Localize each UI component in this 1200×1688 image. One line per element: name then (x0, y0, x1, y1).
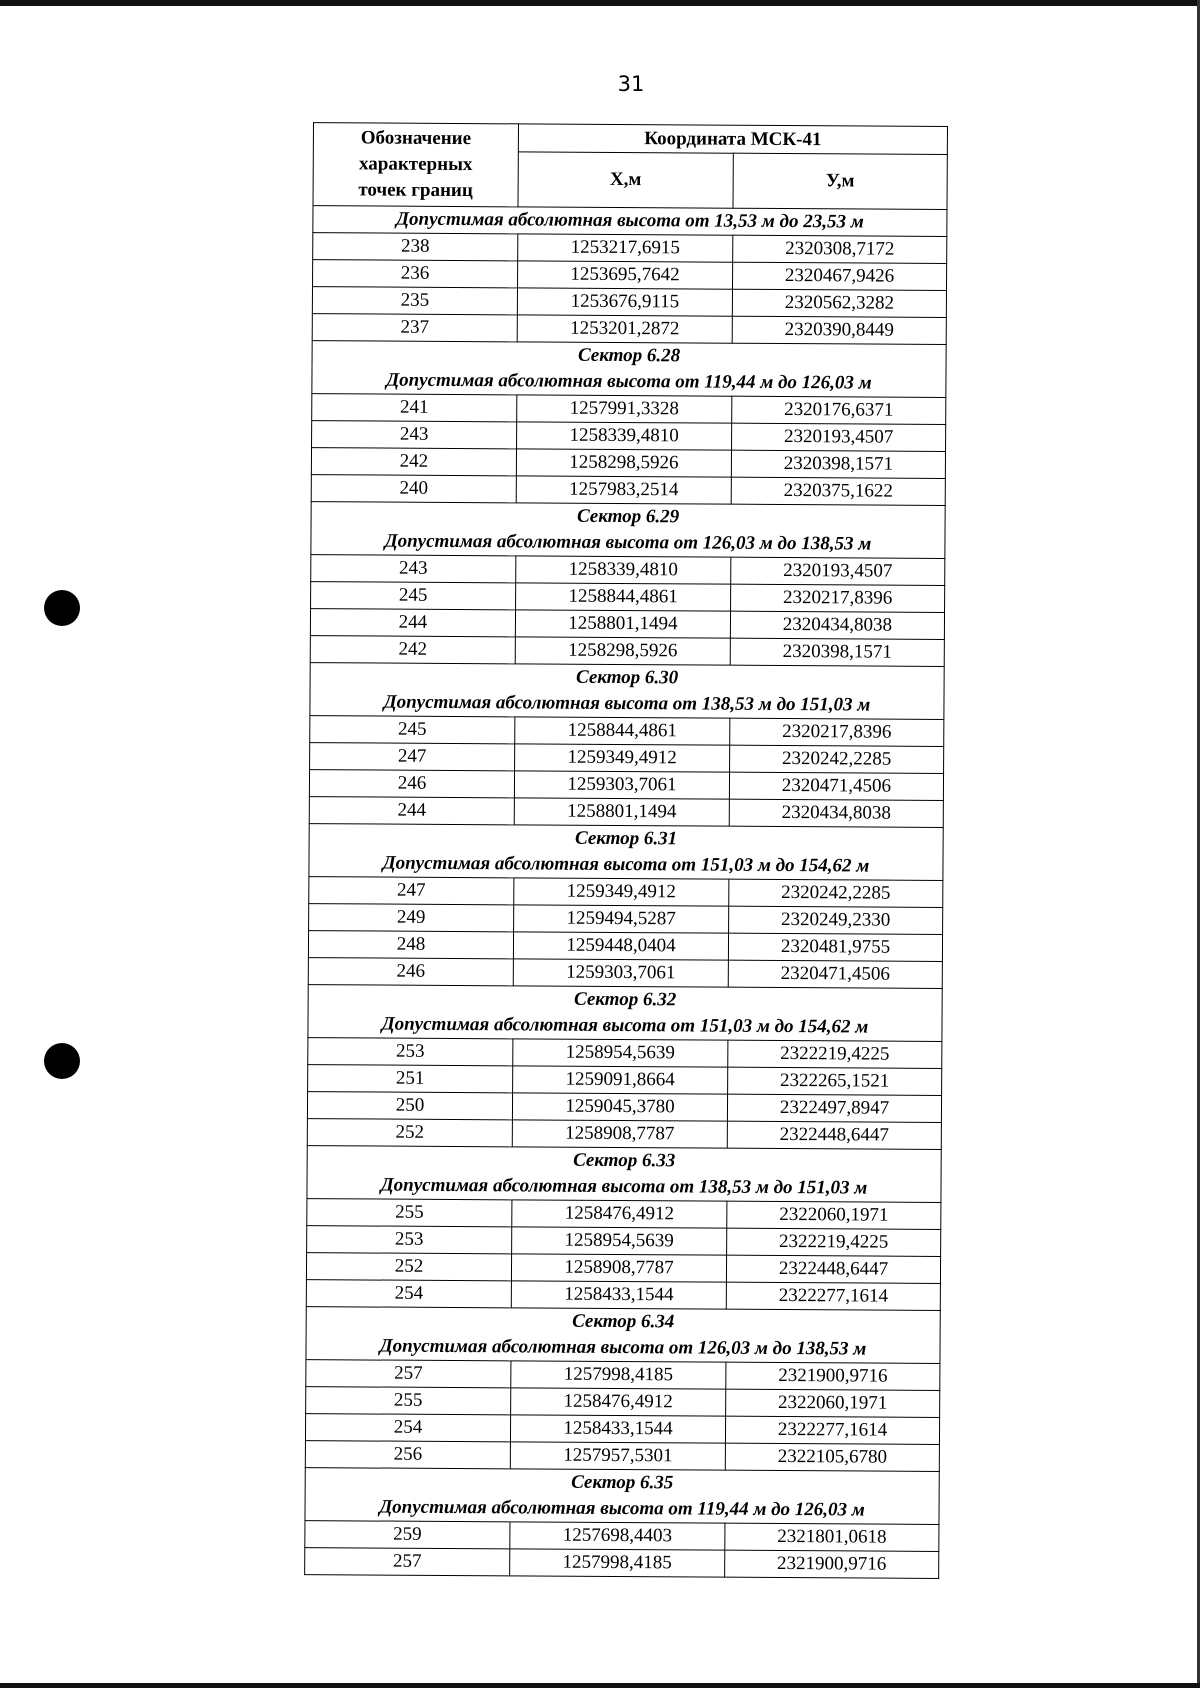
table-row (310, 609, 944, 640)
altitude-limit: Допустимая абсолютная высота от 151,03 м до 154,62 м (309, 850, 943, 880)
table-row (313, 233, 947, 264)
header-line: характерных (358, 153, 473, 176)
x-coordinate-cell: 1258298,5926 (515, 637, 730, 665)
x-coordinate-cell: 1258433,1544 (510, 1415, 725, 1443)
point-id-cell: 253 (307, 1226, 512, 1254)
point-id-cell: 247 (309, 877, 514, 905)
header-line: точек границ (358, 179, 473, 202)
sector-title-row (310, 663, 944, 693)
y-coordinate-cell: 2322105,6780 (725, 1443, 939, 1471)
point-id-cell: 251 (308, 1065, 513, 1093)
sector-title-row (312, 341, 946, 371)
point-id-cell: 243 (311, 555, 516, 583)
altitude-row (308, 1011, 942, 1041)
scan-border-top (0, 0, 1200, 6)
point-id-cell: 246 (309, 770, 514, 798)
table-body (305, 206, 947, 1579)
altitude-limit: Допустимая абсолютная высота от 151,03 м до 154,62 м (308, 1011, 942, 1041)
point-id-cell: 250 (307, 1092, 512, 1120)
point-id-cell: 252 (307, 1119, 512, 1147)
table-row (308, 1038, 942, 1069)
x-coordinate-cell: 1258801,1494 (514, 798, 729, 826)
table-row (313, 260, 947, 291)
x-coordinate-cell: 1253676,9115 (517, 288, 732, 316)
altitude-row (305, 1494, 939, 1524)
table-row (311, 448, 945, 479)
point-id-cell: 252 (306, 1253, 511, 1281)
x-coordinate-cell: 1258954,5639 (513, 1039, 728, 1067)
table-row (312, 394, 946, 425)
y-coordinate-cell: 2322060,1971 (727, 1201, 941, 1229)
altitude-limit: Допустимая абсолютная высота от 119,44 м до 126,03 м (312, 367, 946, 397)
altitude-limit: Допустимая абсолютная высота от 138,53 м до 151,03 м (307, 1172, 941, 1202)
coordinates-table (304, 122, 948, 1579)
altitude-row (309, 850, 943, 880)
y-coordinate-cell: 2320193,4507 (731, 557, 945, 585)
sector-title-row (309, 824, 943, 854)
y-coordinate-cell: 2320217,8396 (731, 584, 945, 612)
table-row (312, 421, 946, 452)
table-row (309, 877, 943, 908)
x-coordinate-cell: 1259349,4912 (515, 744, 730, 772)
point-id-cell: 244 (309, 797, 514, 825)
point-id-cell: 236 (313, 260, 518, 288)
point-id-cell: 242 (311, 448, 516, 476)
x-coordinate-cell: 1258908,7787 (512, 1120, 727, 1148)
table-row (306, 1280, 940, 1311)
y-coordinate-cell: 2321900,9716 (726, 1362, 940, 1390)
table-row (307, 1199, 941, 1230)
sector-title-row (307, 1146, 941, 1176)
punch-hole-mark (44, 1043, 80, 1079)
table-row (310, 716, 944, 747)
x-coordinate-cell: 1258339,4810 (516, 556, 731, 584)
table-row (309, 797, 943, 828)
x-coordinate-cell: 1257991,3328 (517, 395, 732, 423)
coordinate-system-header: Координата МСК-41 (518, 124, 947, 155)
point-id-cell: 244 (310, 609, 515, 637)
x-coordinate-cell: 1259494,5287 (514, 905, 729, 933)
altitude-row (310, 689, 944, 719)
x-coordinate-cell: 1253695,7642 (518, 261, 733, 289)
y-coordinate-cell: 2320398,1571 (731, 450, 945, 478)
sector-title: Сектор 6.32 (308, 985, 942, 1015)
point-id-cell: 235 (312, 287, 517, 315)
altitude-limit: Допустимая абсолютная высота от 13,53 м до 23,53 м (313, 206, 947, 237)
altitude-row (313, 206, 947, 237)
y-coordinate-cell: 2320562,3282 (732, 289, 946, 317)
sector-title: Сектор 6.29 (311, 502, 945, 532)
y-coordinate-cell: 2321900,9716 (725, 1550, 939, 1578)
scan-border-bottom (0, 1683, 1200, 1688)
x-coordinate-cell: 1257983,2514 (516, 476, 731, 504)
table-row (310, 636, 944, 667)
x-coordinate-cell: 1258476,4912 (512, 1200, 727, 1228)
y-coordinate-cell: 2320434,8038 (729, 799, 943, 827)
y-coordinate-cell: 2320481,9755 (728, 933, 942, 961)
point-id-cell: 241 (312, 394, 517, 422)
y-coordinate-cell: 2320249,2330 (729, 906, 943, 934)
y-coordinate-cell: 2320471,4506 (729, 772, 943, 800)
x-coordinate-cell: 1257998,4185 (511, 1361, 726, 1389)
sector-title-row (308, 985, 942, 1015)
x-coordinate-cell: 1258298,5926 (516, 449, 731, 477)
point-id-cell: 249 (309, 904, 514, 932)
x-coordinate-cell: 1258339,4810 (517, 422, 732, 450)
x-coordinate-cell: 1259091,8664 (513, 1066, 728, 1094)
table-row (305, 1414, 939, 1445)
y-coordinate-cell: 2320471,4506 (728, 960, 942, 988)
x-coordinate-cell: 1259448,0404 (513, 932, 728, 960)
table-row (308, 1065, 942, 1096)
table-row (311, 582, 945, 613)
table-header (313, 123, 948, 210)
x-coordinate-cell: 1258908,7787 (511, 1254, 726, 1282)
sector-title: Сектор 6.28 (312, 341, 946, 371)
y-coordinate-cell: 2321801,0618 (725, 1523, 939, 1551)
table-row (307, 1092, 941, 1123)
y-coordinate-cell: 2320308,7172 (733, 235, 947, 263)
altitude-limit: Допустимая абсолютная высота от 126,03 м до 138,53 м (311, 528, 945, 558)
table-row (306, 1253, 940, 1284)
page-number: 31 (617, 72, 645, 96)
table-row (308, 958, 942, 989)
y-coordinate-cell: 2322265,1521 (728, 1067, 942, 1095)
table-row (307, 1119, 941, 1150)
y-coordinate-cell: 2320398,1571 (730, 638, 944, 666)
y-coordinate-cell: 2320242,2285 (729, 879, 943, 907)
point-id-cell: 255 (307, 1199, 512, 1227)
y-coordinate-cell: 2322277,1614 (726, 1282, 940, 1310)
sector-title: Сектор 6.35 (305, 1468, 939, 1498)
y-coordinate-cell: 2320193,4507 (732, 423, 946, 451)
point-id-cell: 242 (310, 636, 515, 664)
x-coordinate-cell: 1253201,2872 (517, 315, 732, 343)
y-coordinate-cell: 2322277,1614 (725, 1416, 939, 1444)
table-row (309, 770, 943, 801)
y-coordinate-cell: 2320217,8396 (730, 718, 944, 746)
sector-title: Сектор 6.31 (309, 824, 943, 854)
point-id-cell: 259 (305, 1521, 510, 1549)
x-coordinate-cell: 1259303,7061 (513, 959, 728, 987)
table-row (309, 904, 943, 935)
x-coordinate-cell: 1259349,4912 (514, 878, 729, 906)
table-row (306, 1387, 940, 1418)
y-coordinate-cell: 2322497,8947 (727, 1094, 941, 1122)
table-row (310, 743, 944, 774)
point-id-cell: 253 (308, 1038, 513, 1066)
point-id-cell: 246 (308, 958, 513, 986)
sector-title: Сектор 6.34 (306, 1307, 940, 1337)
x-column-header: Х,м (518, 152, 733, 208)
punch-hole-mark (44, 590, 80, 626)
point-id-cell: 256 (305, 1441, 510, 1469)
point-id-cell: 255 (306, 1387, 511, 1415)
y-coordinate-cell: 2320176,6371 (732, 396, 946, 424)
table-row (305, 1521, 939, 1552)
sector-title-row (306, 1307, 940, 1337)
altitude-limit: Допустимая абсолютная высота от 119,44 м до 126,03 м (305, 1494, 939, 1524)
point-id-cell: 247 (310, 743, 515, 771)
table-row (308, 931, 942, 962)
table-row (307, 1226, 941, 1257)
x-coordinate-cell: 1259303,7061 (514, 771, 729, 799)
x-coordinate-cell: 1257998,4185 (510, 1549, 725, 1577)
point-id-cell: 243 (312, 421, 517, 449)
point-id-header (313, 123, 519, 207)
y-coordinate-cell: 2320467,9426 (732, 262, 946, 290)
y-coordinate-cell: 2320390,8449 (732, 316, 946, 344)
table-row (311, 555, 945, 586)
altitude-row (307, 1172, 941, 1202)
x-coordinate-cell: 1257957,5301 (510, 1442, 725, 1470)
point-id-cell: 240 (311, 475, 516, 503)
point-id-cell: 254 (306, 1280, 511, 1308)
y-coordinate-cell: 2322219,4225 (728, 1040, 942, 1068)
x-coordinate-cell: 1258844,4861 (516, 583, 731, 611)
x-coordinate-cell: 1257698,4403 (510, 1522, 725, 1550)
table-row (305, 1441, 939, 1472)
altitude-row (311, 528, 945, 558)
sector-title: Сектор 6.30 (310, 663, 944, 693)
x-coordinate-cell: 1253217,6915 (518, 234, 733, 262)
header-line: Обозначение (360, 127, 472, 150)
y-coordinate-cell: 2322060,1971 (726, 1389, 940, 1417)
altitude-limit: Допустимая абсолютная высота от 126,03 м до 138,53 м (306, 1333, 940, 1363)
altitude-limit: Допустимая абсолютная высота от 138,53 м до 151,03 м (310, 689, 944, 719)
altitude-row (306, 1333, 940, 1363)
point-id-cell: 237 (312, 314, 517, 342)
point-id-cell: 238 (313, 233, 518, 261)
table-row (311, 475, 945, 506)
sector-title-row (311, 502, 945, 532)
x-coordinate-cell: 1259045,3780 (512, 1093, 727, 1121)
x-coordinate-cell: 1258433,1544 (511, 1281, 726, 1309)
y-coordinate-cell: 2322448,6447 (727, 1121, 941, 1149)
x-coordinate-cell: 1258801,1494 (515, 610, 730, 638)
point-id-cell: 254 (305, 1414, 510, 1442)
x-coordinate-cell: 1258844,4861 (515, 717, 730, 745)
y-coordinate-cell: 2320375,1622 (731, 477, 945, 505)
sector-title-row (305, 1468, 939, 1498)
point-id-cell: 245 (311, 582, 516, 610)
point-id-cell: 248 (308, 931, 513, 959)
table-row (312, 287, 946, 318)
point-id-cell: 245 (310, 716, 515, 744)
point-id-cell: 257 (305, 1548, 510, 1576)
y-coordinate-cell: 2322448,6447 (726, 1255, 940, 1283)
table-row (305, 1548, 939, 1579)
y-column-header: У,м (733, 153, 947, 209)
table-row (312, 314, 946, 345)
y-coordinate-cell: 2322219,4225 (727, 1228, 941, 1256)
table-row (306, 1360, 940, 1391)
altitude-row (312, 367, 946, 397)
point-id-cell: 257 (306, 1360, 511, 1388)
sector-title: Сектор 6.33 (307, 1146, 941, 1176)
y-coordinate-cell: 2320242,2285 (730, 745, 944, 773)
x-coordinate-cell: 1258954,5639 (512, 1227, 727, 1255)
x-coordinate-cell: 1258476,4912 (511, 1388, 726, 1416)
y-coordinate-cell: 2320434,8038 (730, 611, 944, 639)
